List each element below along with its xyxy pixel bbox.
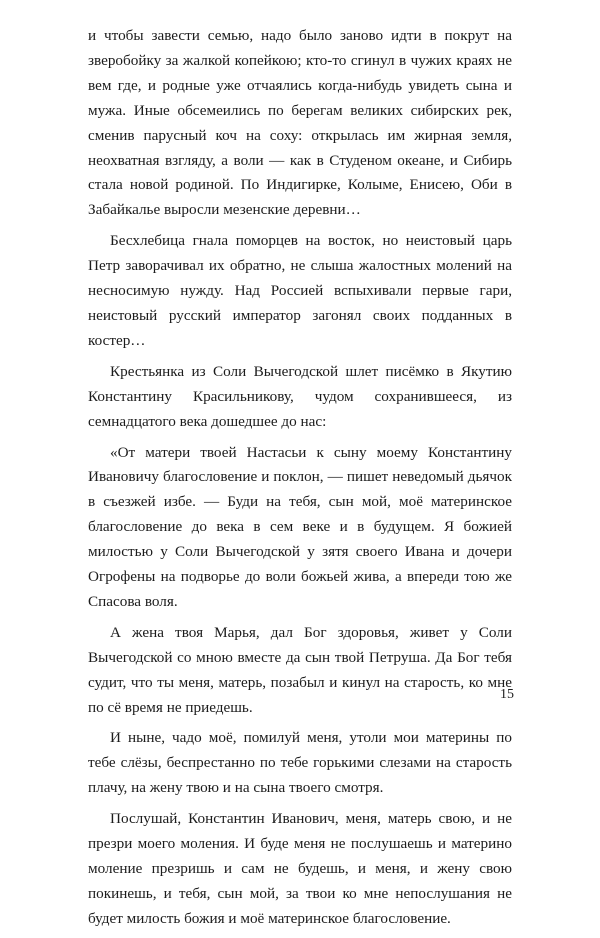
paragraph-letter-plea: И ныне, чадо моё, помилуй меня, утоли мои материны по тебе слёзы, беспрестанно по тебе горькими слезами на старость плачу, на жену твою и на сына твоего смотря. [88,729,512,797]
paragraph-hunger: Бесхлебица гнала поморцев на восток, но неистовый царь Петр заворачивал их обратно, не слыша жалостных молений на несносимую нужду. Над Россией вспыхивали первые гари, неистовый русский император загонял своих подданных в костер… [88,232,512,349]
body-text [88,24,512,938]
page-number: 15 [500,687,514,702]
paragraph-letter-opening: «От матери твоей Настасьи к сыну моему Константину Ивановичу благословение и поклон, — пишет неведомый дьячок в съезжей избе. — Буди на тебя, сын мой, моё материнское благословение до века в сем веке и в будущем. Я божией милостью у Соли Вычегодской у зятя своего Ивана и дочери Огрофены на подворье до воли божьей жива, а впереди тою же Спасова воля. [88,443,512,610]
paragraph-letter-closing: Послушай, Константин Иванович, меня, матерь свою, и не презри моего моления. И буде меня не послушаешь и материно моление презришь и сам не будешь, и меня, и жену свою покинешь, и тебя, сын мой, за твои ко мне непослушания не будет милость божия и моё материнское благословение. [88,810,512,927]
paragraph-letter-intro: Крестьянка из Соли Вычегодской шлет писёмко в Якутию Константину Красильникову, чудом сохранившееся, из семнадцатого века дошедшее до нас: [88,362,512,430]
paragraph-continuation: и чтобы завести семью, надо было заново идти в покрут на зверобойку за жалкой копейкою; кто-то сгинул в чужих краях не вем где, и родные уже отчаялись когда-нибудь увидеть сына и мужа. Иные обсемеились по берегам великих сибирских рек, сменив парусный коч на соху: открылась им жирная земля, неохватная взгляду, а воли — как в Студеном океане, и Сибирь стала новой родиной. По Индигирке, Колыме, Енисею, Оби в Забайкалье выросли мезенские деревни… [88,27,512,219]
paragraph-letter-wife: А жена твоя Марья, дал Бог здоровья, живет у Соли Вычегодской со мною вместе да сын твой Петруша. Да Бог тебя судит, что ты меня, матерь, позабыл и кинул на старость, ко мне по сё время не приедешь. [88,623,512,716]
